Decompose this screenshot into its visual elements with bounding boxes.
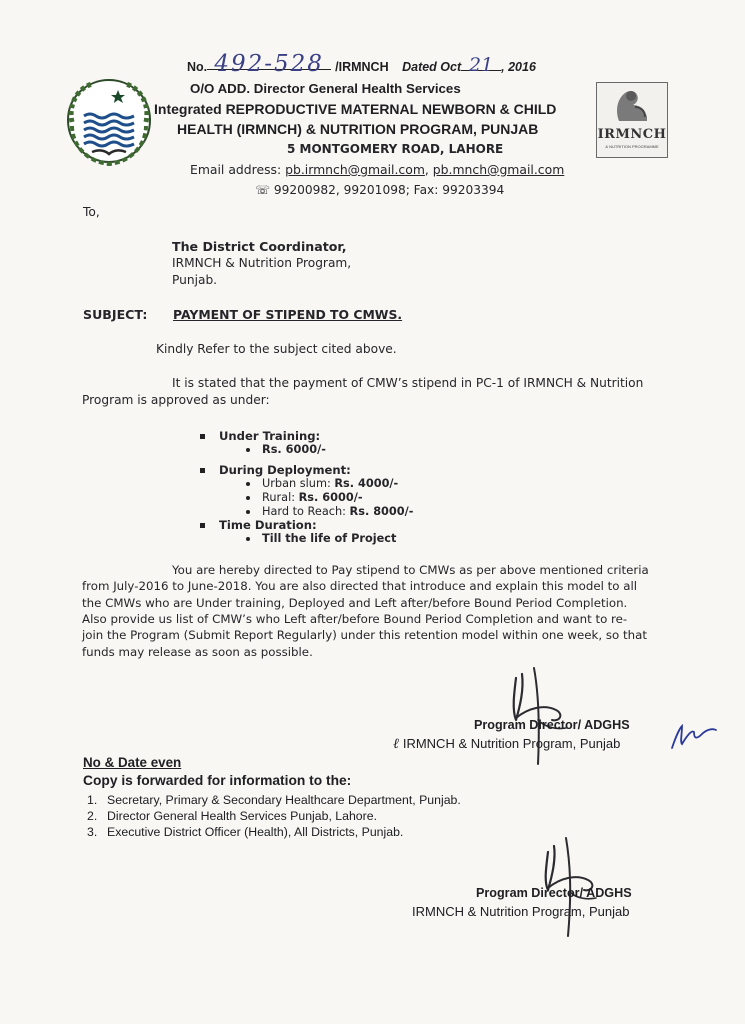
subject-text: PAYMENT OF STIPEND TO CMWS. [173, 307, 403, 322]
bullet-time-duration [200, 518, 317, 532]
copy-item-2: 2. Director General Health Services Punjab, Lahore. [87, 809, 377, 823]
no-date-even: No & Date even [83, 755, 182, 770]
phone-line [255, 183, 504, 197]
phone-numbers: 99200982, 99201098; Fax: 99203394 [273, 183, 505, 197]
recipient-province: Punjab. [172, 273, 218, 287]
during-deployment-label: During Deployment: [219, 463, 351, 477]
email-separator: , [424, 162, 433, 177]
hard-to-reach-label: Hard to Reach: [262, 505, 350, 518]
time-duration-value-row [246, 532, 396, 545]
program-director-signature-2 [526, 828, 614, 940]
program-name-line1: Integrated REPRODUCTIVE MATERNAL NEWBORN & CHILD [154, 101, 557, 117]
time-duration-value: Till the life of Project [262, 532, 397, 545]
copy-item-1-text: Secretary, Primary & Secondary Healthcare Department, Punjab. [107, 793, 461, 807]
punjab-government-emblem [58, 76, 160, 168]
directive-line-3: the CMWs who are Under training, Deployed and Left after/before Bound Period Completion. [82, 596, 628, 610]
round-bullet-icon [246, 448, 250, 452]
program-name-line2: HEALTH (IRMNCH) & NUTRITION PROGRAM, PUNJAB [177, 121, 539, 137]
directive-line-1: You are hereby directed to Pay stipend to CMWs as per above mentioned criteria [172, 563, 649, 577]
bullet-during-deployment [200, 463, 351, 477]
recipient-title: The District Coordinator, [172, 239, 347, 254]
round-bullet-icon [246, 496, 250, 500]
square-bullet-icon [200, 434, 205, 439]
initial-mark-icon: ℓ [393, 736, 399, 752]
directive-line-6: funds may release as soon as possible. [82, 645, 313, 659]
letter-number-prefix: No. [187, 60, 208, 74]
letter-number-line [187, 51, 536, 77]
dated-year: , 2016 [501, 60, 536, 74]
salutation-to: To, [83, 205, 100, 219]
letter-number-suffix: /IRMNCH [335, 60, 389, 74]
urban-slum-amount: Rs. 4000/- [334, 477, 399, 490]
copy-item-2-text: Director General Health Services Punjab, Lahore. [107, 809, 377, 823]
irmnch-logo-subtext: & NUTRITION PROGRAMME [605, 144, 659, 149]
irmnch-logo-text: IRMNCH [597, 127, 667, 142]
under-training-label: Under Training: [219, 429, 321, 443]
irmnch-logo [596, 82, 668, 158]
rural-row [246, 491, 363, 504]
urban-slum-row [246, 477, 398, 490]
under-training-amount [246, 443, 326, 456]
letter-number-handwritten: 492-528 [207, 59, 331, 70]
rural-label: Rural: [262, 491, 299, 504]
office-address: 5 MONTGOMERY ROAD, LAHORE [287, 142, 504, 156]
signature1-title: Program Director/ ADGHS [474, 718, 630, 732]
time-duration-label: Time Duration: [219, 518, 317, 532]
rural-amount: Rs. 6000/- [298, 491, 363, 504]
directive-line-4: Also provide us list of CMW’s who Left after/before Bound Period Completion and want to re- [82, 612, 628, 626]
subject-label: SUBJECT: [83, 307, 148, 322]
copy-forward-heading: Copy is forwarded for information to the: [83, 773, 352, 788]
copy-item-1: 1. Secretary, Primary & Secondary Healthcare Department, Punjab. [87, 793, 461, 807]
directive-line-2: from July-2016 to June-2018. You are also directed that introduce and explain this model to all [82, 579, 638, 593]
approval-paragraph-line2: Program is approved as under: [82, 393, 270, 407]
under-training-amount-value: Rs. 6000/- [262, 443, 326, 456]
round-bullet-icon [246, 537, 250, 541]
square-bullet-icon [200, 523, 205, 528]
signature2-title: Program Director/ ADGHS [476, 886, 632, 900]
dated-day-handwritten: 21 [461, 60, 501, 71]
recipient-program: IRMNCH & Nutrition Program, [172, 256, 352, 270]
dated-label: Dated Oct [402, 60, 462, 74]
approval-paragraph-line1: It is stated that the payment of CMW’s stipend in PC-1 of IRMNCH & Nutrition [172, 376, 644, 390]
hard-to-reach-row [246, 505, 413, 518]
signature1-program [393, 736, 620, 753]
mother-child-figure-icon [609, 87, 655, 123]
round-bullet-icon [246, 510, 250, 514]
copy-item-3: 3. Executive District Officer (Health), All Districts, Punjab. [87, 825, 404, 839]
opening-paragraph: Kindly Refer to the subject cited above. [156, 342, 397, 356]
bullet-under-training [200, 429, 320, 443]
copy-item-3-text: Executive District Officer (Health), All Districts, Punjab. [107, 825, 404, 839]
email-label: Email address: [190, 162, 286, 177]
email-link-2[interactable]: pb.mnch@gmail.com [432, 162, 565, 177]
blue-initials-mark [668, 718, 718, 752]
hard-to-reach-amount: Rs. 8000/- [349, 505, 414, 518]
square-bullet-icon [200, 468, 205, 473]
urban-slum-label: Urban slum: [262, 477, 335, 490]
signature2-program: IRMNCH & Nutrition Program, Punjab [412, 904, 630, 919]
email-line [190, 162, 564, 177]
directive-line-5: join the Program (Submit Report Regularly) under this retention model within one week, so that [82, 628, 647, 642]
round-bullet-icon [246, 482, 250, 486]
office-line: O/O ADD. Director General Health Services [190, 81, 461, 96]
email-link-1[interactable]: pb.irmnch@gmail.com [285, 162, 425, 177]
telephone-icon: ☏ [255, 183, 271, 197]
program-director-signature-1 [494, 660, 584, 770]
signature1-program-text: IRMNCH & Nutrition Program, Punjab [402, 736, 621, 751]
